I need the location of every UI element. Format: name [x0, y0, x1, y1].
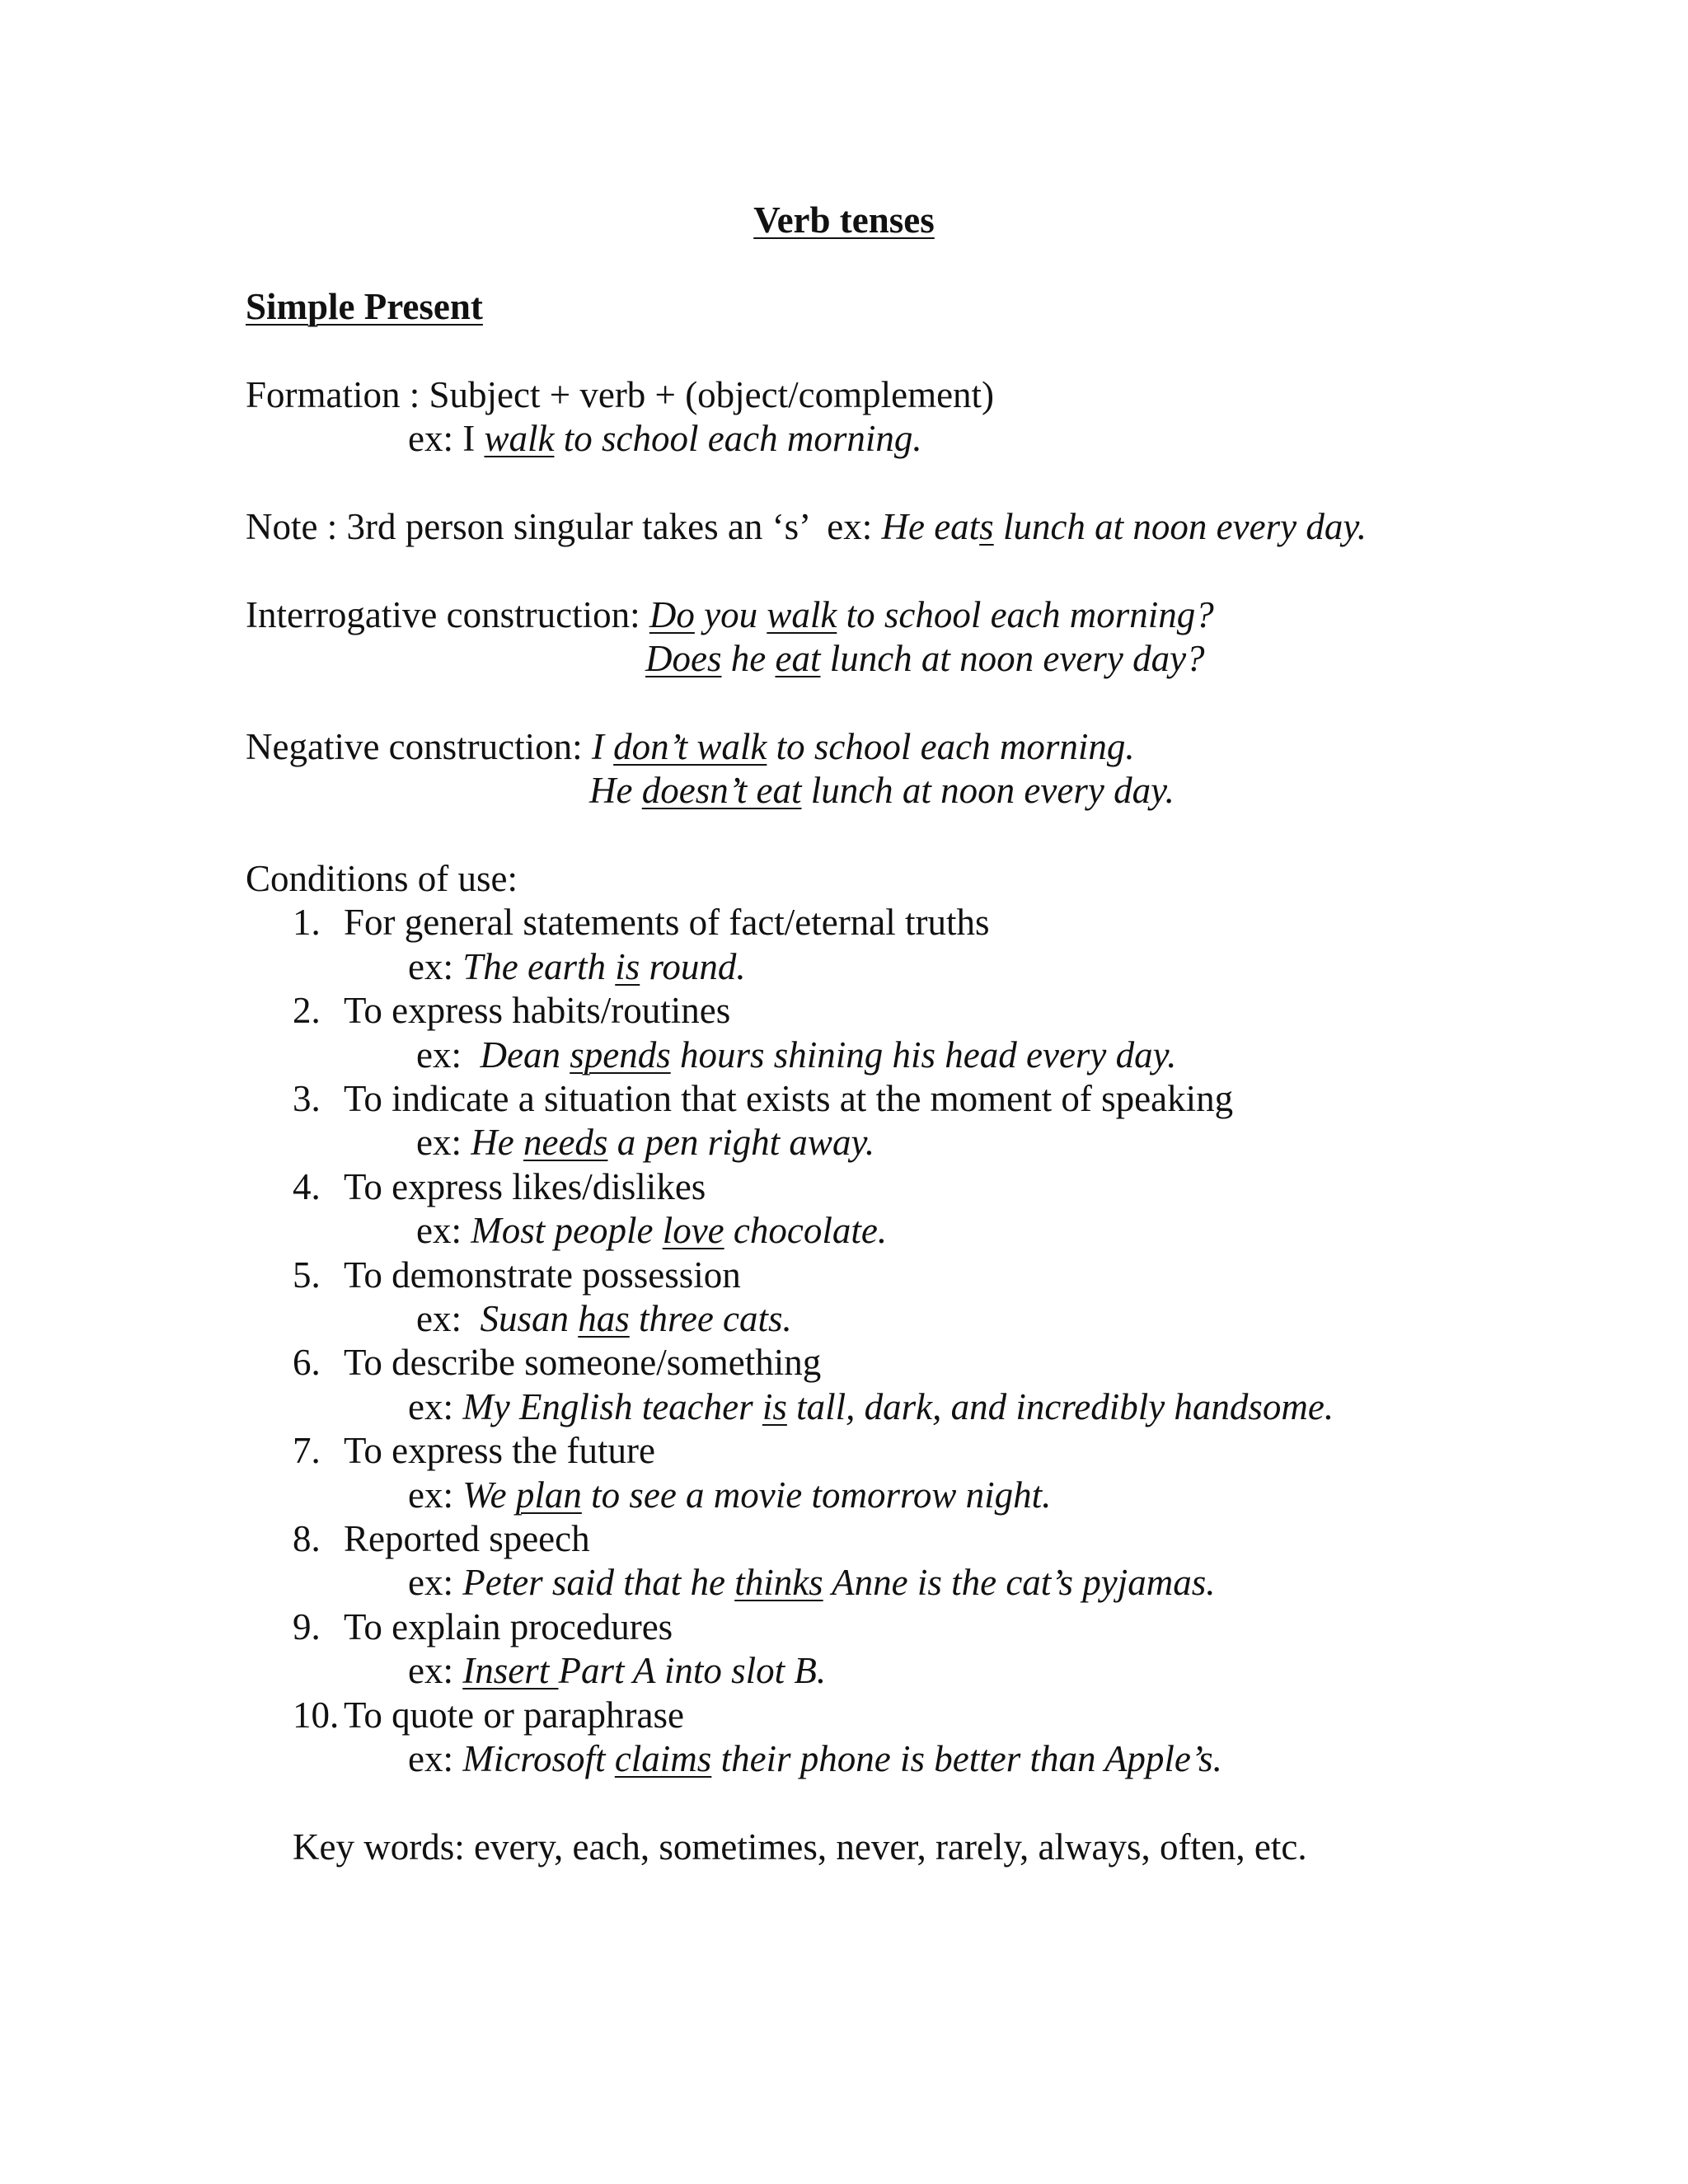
condition-example: ex: Most people love chocolate.: [416, 1210, 888, 1251]
condition-example: ex: Peter said that he thinks Anne is the cat’s pyjamas.: [408, 1562, 1216, 1603]
formation-label: Formation : Subject + verb + (object/complement): [246, 374, 995, 415]
condition-number: 2.: [293, 990, 321, 1031]
interrogative-label: Interrogative construction:: [246, 594, 649, 635]
note-label: Note : 3rd person singular takes an ‘s’ ex:: [246, 506, 882, 547]
formation-example: ex: I walk to school each morning.: [408, 418, 922, 459]
condition-text: To describe someone/something: [344, 1342, 822, 1383]
condition-text: To express the future: [344, 1430, 655, 1471]
condition-text: To express habits/routines: [344, 990, 731, 1031]
condition-text: To indicate a situation that exists at the moment of speaking: [344, 1078, 1234, 1119]
condition-number: 4.: [293, 1166, 321, 1207]
condition-number: 6.: [293, 1342, 321, 1383]
condition-example: ex: We plan to see a movie tomorrow night.: [408, 1474, 1052, 1516]
condition-text: For general statements of fact/eternal truths: [344, 902, 990, 943]
condition-number: 9.: [293, 1606, 321, 1647]
condition-example: ex: He needs a pen right away.: [416, 1122, 875, 1163]
condition-example: ex: Susan has three cats.: [416, 1298, 792, 1339]
example-suffix: s: [979, 506, 994, 547]
condition-text: Reported speech: [344, 1518, 590, 1559]
interrogative-line-1: Interrogative construction: Do you walk to school each morning?: [246, 594, 1214, 635]
condition-text: To demonstrate possession: [344, 1254, 741, 1296]
condition-example: ex: Microsoft claims their phone is better than Apple’s.: [408, 1738, 1222, 1779]
condition-text: To express likes/dislikes: [344, 1166, 706, 1207]
condition-text: To quote or paraphrase: [344, 1694, 684, 1736]
key-words: Key words: every, each, sometimes, never, rarely, always, often, etc.: [293, 1826, 1307, 1868]
negative-label: Negative construction:: [246, 726, 592, 767]
conditions-label: Conditions of use:: [246, 858, 518, 899]
interrogative-line-2: Does he eat lunch at noon every day?: [645, 638, 1205, 679]
condition-example: ex: Dean spends hours shining his head every day.: [416, 1034, 1177, 1076]
condition-example: ex: My English teacher is tall, dark, and incredibly handsome.: [408, 1386, 1334, 1427]
note-line: Note : 3rd person singular takes an ‘s’ ex: He eats lunch at noon every day.: [246, 506, 1367, 547]
section-heading: Simple Present: [246, 286, 483, 327]
condition-number: 7.: [293, 1430, 321, 1471]
condition-number: 10.: [293, 1694, 340, 1736]
condition-number: 1.: [293, 902, 321, 943]
condition-number: 8.: [293, 1518, 321, 1559]
condition-number: 3.: [293, 1078, 321, 1119]
page-title: Verb tenses: [753, 199, 935, 241]
condition-text: To explain procedures: [344, 1606, 673, 1647]
condition-number: 5.: [293, 1254, 321, 1296]
condition-example: ex: The earth is round.: [408, 946, 746, 987]
negative-line-1: Negative construction: I don’t walk to school each morning.: [246, 726, 1135, 767]
formation-line: [246, 373, 994, 418]
condition-example: ex: Insert Part A into slot B.: [408, 1650, 827, 1691]
negative-line-2: He doesn’t eat lunch at noon every day.: [589, 770, 1175, 811]
example-verb: walk: [484, 418, 555, 459]
